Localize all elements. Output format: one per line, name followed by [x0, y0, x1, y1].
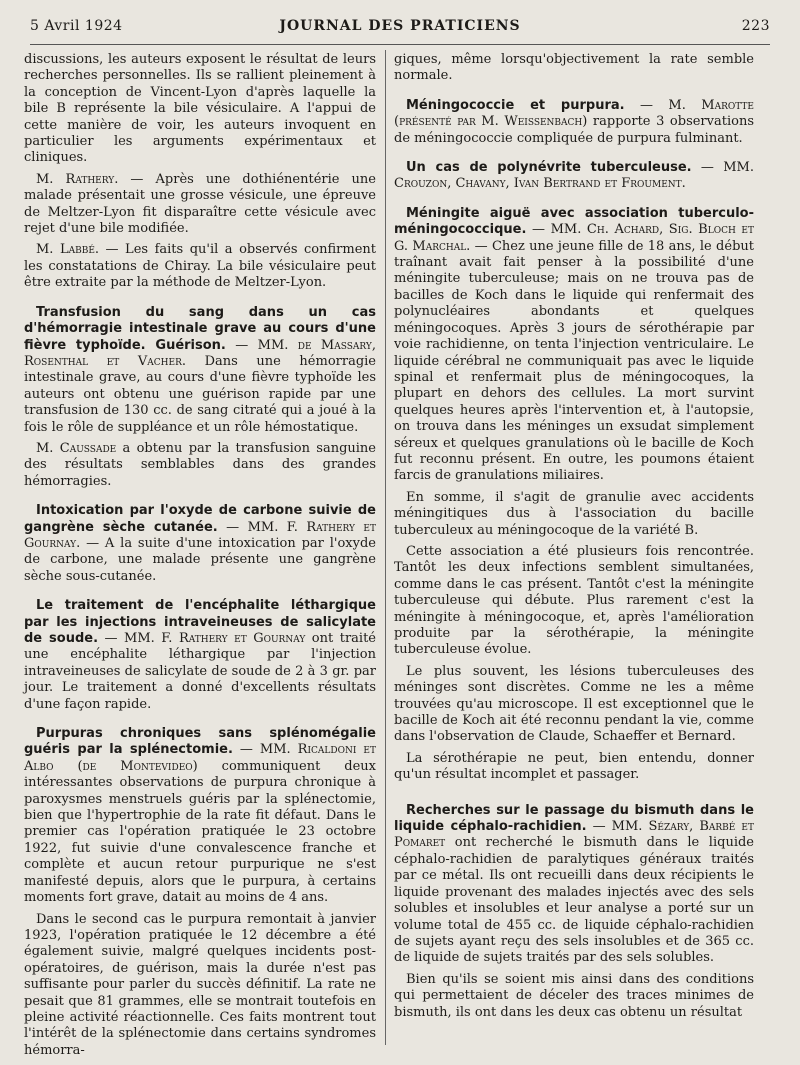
author-name: M. Labbé.: [36, 242, 100, 258]
article-authors: — MM. Ricaldoni et Albo (de Montevideo): [24, 742, 376, 774]
paragraph-text: — Après une dothiénentérie une malade présentait une grosse vésicule, une épreuve de Meltzer-Lyon fit disparaître cette vésicule avec rejet d'une bile modifiée.: [24, 171, 376, 237]
article-body: ont recherché le bismuth dans le liquide céphalo-rachidien de paralytiques généraux traités par ce métal. Ils ont recueilli dans deux récipients le liquide provenant des malades injectés avec des sels solubles et insolubles et leur analyse a porté sur un volume total de 455 cc. de liquide céphalo-rachidien de sujets ayant reçu des sels insolubles et de 365 cc. de liquide de sujets traités par des sels solubles.: [394, 835, 754, 966]
paragraph: [24, 242, 376, 291]
author-name: M. Rathery.: [36, 171, 119, 187]
article-bismuth: [394, 803, 754, 967]
left-column: [24, 52, 377, 1058]
article-body: ont traité une encéphalite léthargique par l'injection intraveineuses de salicylate de soude de 2 à 3 gr. par jour. Le traitement a donné d'excellents résultats d'une façon rapide.: [24, 631, 376, 712]
article-title: Un cas de polynévrite tuberculeuse.: [406, 160, 692, 176]
article-polynevrite: [394, 160, 754, 193]
article-authors: — MM. Sézary, Barbé et Pomaret: [394, 819, 754, 851]
paragraph: Cette association a été plusieurs fois rencontrée. Tantôt les deux infections semblent simultanées, comme dans le cas présent. Tantôt c'est la méningite tuberculeuse qui débute. Plus rarement c'est la méningite à méningocoque, et, après l'amélioration produite par la sérothérapie, la méningite tuberculeuse évolue.: [394, 543, 754, 658]
article-authors: — MM. F. Rathery et Gournay.: [24, 519, 376, 551]
article-authors: — MM. Ch. Achard, Sig. Bloch et G. Marchal.: [394, 222, 754, 254]
article-title: Intoxication par l'oxyde de carbone suivie de gangrène sèche cutanée.: [24, 503, 376, 535]
column-divider: [385, 50, 386, 1045]
journal-title: JOURNAL DES PRATICIENS: [279, 18, 521, 34]
paragraph: Bien qu'ils se soient mis ainsi dans des conditions qui permettaient de déceler des traces minimes de bismuth, ils ont dans les deux cas obtenu un résultat: [394, 971, 754, 1020]
article-body: — A la suite d'une intoxication par l'oxyde de carbone, une malade présente une gangrène sèche sous-cutanée.: [24, 535, 376, 584]
article-intoxication: [24, 503, 376, 585]
article-title: Recherches sur le passage du bismuth dans le liquide céphalo-rachidien.: [394, 802, 754, 835]
article-title: Transfusion du sang dans un cas d'hémorragie intestinale grave au cours d'une fièvre typhoïde. Guérison.: [24, 304, 376, 353]
article-encephalite: [24, 598, 376, 713]
page-number: 223: [741, 18, 770, 34]
paragraph-text: — Les faits qu'il a observés confirment les constatations de Chiray. La bile vésiculaire peut être extraite par la méthode de Meltzer-Lyon.: [24, 242, 377, 291]
article-title: Méningococcie et purpura.: [406, 97, 625, 113]
article-purpuras: [24, 726, 376, 906]
paragraph: En somme, il s'agit de granulie avec accidents méningitiques dus à l'association du bacille tuberculeux au méningocoque de la variété B.: [394, 489, 754, 538]
paragraph: [24, 172, 376, 238]
article-authors: — MM. de Massary, Rosenthal et Vacher.: [24, 337, 376, 369]
paragraph: Le plus souvent, les lésions tuberculeuses des méninges sont discrètes. Comme ne les a même trouvées qu'au microscope. Il est exceptionnel que le bacille de Koch ait été reconnu pendant la vie, comme dans l'observation de Claude, Schaeffer et Bernard.: [394, 663, 754, 745]
paragraph: Dans le second cas le purpura remontait à janvier 1923, l'opération pratiquée le 12 décembre a été également suivie, malgré quelques incidents post-opératoires, de guérison, mais la durée n'est pas suffisante pour parler du succès définitif. La rate ne pesait que 81 grammes, elle se montrait toutefois en pleine activité réactionnelle. Ces faits montrent tout l'intérêt de la splénectomie dans certains syndromes hémorra-: [24, 911, 376, 1058]
article-authors: — MM. Crouzon, Chavany, Ivan Bertrand et Froument.: [394, 160, 754, 192]
right-column: [394, 52, 754, 1047]
article-body: communiquent deux intéressantes observations de purpura chronique à paroxysmes menstruels guéris par la splénectomie, bien que l'hypertrophie de la rate fit défaut. Dans le premier cas l'opération pratiquée le 23 octobre 1922, fut suivie d'une convalescence franche et complète et aucun retour purpurique ne s'est manifesté depuis, alors que le purpura, à certains moments fort grave, datait au moins de 4 ans.: [24, 758, 376, 906]
article-body: — Chez une jeune fille de 18 ans, le début traînant avait fait penser à la possibilité d'une méningite tuberculeuse; mais on ne trouva pas de bacilles de Koch dans le liquide qui renfermait des polynucléaires abondants et quelques méningocoques. Après 3 jours de sérothérapie par voie rachidienne, on tenta l'injection ventriculaire. Le liquide cérébral ne communiquait pas avec le liquide spinal et renfermait plus de méningocoques, la plupart en dehors des cellules. La mort survint quelques heures après l'intervention et, à l'autopsie, on trouva dans les méninges un exsudat simplement séreux et quelques granulations où le bacille de Koch fut reconnu présent. En outre, les poumons étaient farcis de granulations miliaires.: [394, 238, 754, 484]
header-date: 5 Avril 1924: [30, 18, 123, 34]
article-body: Dans une hémorragie intestinale grave, au cours d'une fièvre typhoïde les auteurs ont obtenu une guérison rapide par une transfusion de 130 cc. de sang citraté qui a joué à la fois le rôle de suppléance et un rôle hémostatique.: [24, 353, 377, 435]
article-authors: — M. Marotte (présenté par M. Weissenbach): [394, 97, 754, 130]
article-title: Purpuras chroniques sans splénomégalie guéris par la splénectomie.: [24, 726, 376, 758]
author-name: M. Caussade: [36, 440, 117, 456]
running-header: [30, 18, 770, 42]
header-rule: [30, 44, 770, 45]
article-body: rapporte 3 observations de méningococcie compliquée de purpura fulminant.: [394, 114, 754, 146]
paragraph: [24, 441, 376, 490]
paragraph: discussions, les auteurs exposent le résultat de leurs recherches personnelles. Ils se rallient pleinement à la conception de Vincent-Lyon d'après laquelle la bile B représente la bile vésiculaire. A l'appui de cette manière de voir, les auteurs invoquent en particulier les arguments expérimentaux et cliniques.: [24, 52, 376, 166]
paragraph: La sérothérapie ne peut, bien entendu, donner qu'un résultat incomplet et passager.: [394, 750, 754, 783]
article-meningite: [394, 206, 754, 485]
article-title: Méningite aiguë avec association tuberculo-méningococcique.: [394, 205, 754, 238]
article-transfusion: [24, 305, 376, 436]
paragraph-text: a obtenu par la transfusion sanguine des résultats semblables dans des grandes hémorragies.: [24, 440, 376, 489]
paragraph: giques, même lorsqu'objectivement la rate semble normale.: [394, 52, 754, 84]
article-authors: — MM. F. Rathery et Gournay: [98, 631, 306, 646]
article-title: Le traitement de l'encéphalite léthargique par les injections intraveineuses de salicylate de soude.: [24, 598, 376, 646]
article-meningococcie: [394, 98, 754, 147]
